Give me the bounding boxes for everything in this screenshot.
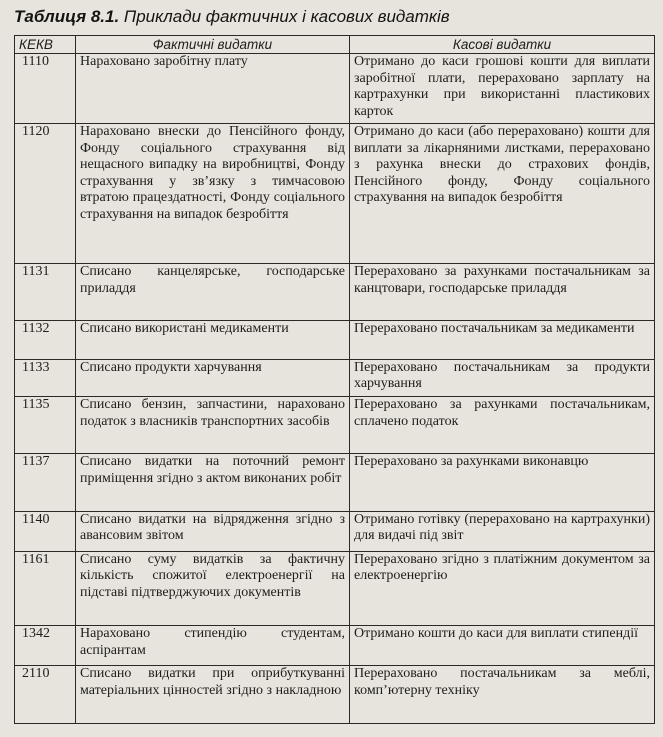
header-cash: Касові видатки xyxy=(350,36,655,54)
actual-cell: Списано канцелярське, господарське приладдя xyxy=(76,264,350,321)
table-row xyxy=(15,54,655,124)
code-cell: 1133 xyxy=(15,359,76,397)
cash-cell: Перераховано згідно з платіжним документом за електроенергію xyxy=(350,551,655,626)
code-cell: 1110 xyxy=(15,54,76,124)
expenses-table xyxy=(14,35,655,724)
cash-cell: Перераховано за рахунками виконавцю xyxy=(350,454,655,512)
actual-cell: Списано видатки на поточний ремонт приміщення згідно з актом виконаних робіт xyxy=(76,454,350,512)
table-row xyxy=(15,359,655,397)
actual-cell: Нараховано заробітну плату xyxy=(76,54,350,124)
table-row xyxy=(15,320,655,359)
code-cell: 1140 xyxy=(15,511,76,551)
table-row xyxy=(15,454,655,512)
table-row xyxy=(15,397,655,454)
table-caption xyxy=(14,4,654,32)
actual-cell: Списано суму видатків за фактичну кількість спожитої електроенергії на підставі підтверджуючих документів xyxy=(76,551,350,626)
cash-cell: Перераховано постачальникам за медикаменти xyxy=(350,320,655,359)
table-row xyxy=(15,124,655,264)
code-cell: 1135 xyxy=(15,397,76,454)
table-row xyxy=(15,551,655,626)
cash-cell: Отримано до каси грошові кошти для виплати заробітної плати, перераховано зарплату на картрахунки при використанні пластикових карток xyxy=(350,54,655,124)
code-cell: 1120 xyxy=(15,124,76,264)
cash-cell: Отримано кошти до каси для виплати стипендії xyxy=(350,626,655,666)
header-row xyxy=(15,36,655,54)
table-row xyxy=(15,666,655,724)
cash-cell: Перераховано за рахунками постачальникам за канцтовари, господарське приладдя xyxy=(350,264,655,321)
table-number: Таблиця 8.1. xyxy=(14,7,120,26)
header-actual: Фактичні видатки xyxy=(76,36,350,54)
code-cell: 2110 xyxy=(15,666,76,724)
actual-cell: Списано використані медикаменти xyxy=(76,320,350,359)
cash-cell: Отримано до каси (або перераховано) кошти для виплати за лікарняними листками, перераховано з рахунка внески до страхових фондів, Пенсійного фонду, Фонду соціального страхування на випадок безробіття xyxy=(350,124,655,264)
actual-cell: Нараховано внески до Пенсійного фонду, Фонду соціального страхування від нещасного випадку на виробництві, Фонду страхування у зв’язку з тимчасовою втратою працездатності, Фонду соціального страхування на випадок безробіття xyxy=(76,124,350,264)
actual-cell: Списано продукти харчування xyxy=(76,359,350,397)
code-cell: 1137 xyxy=(15,454,76,512)
table-title: Приклади фактичних і касових видатків xyxy=(123,7,450,26)
table-row xyxy=(15,626,655,666)
table-row xyxy=(15,511,655,551)
actual-cell: Списано видатки на відрядження згідно з авансовим звітом xyxy=(76,511,350,551)
cash-cell: Перераховано постачальникам за меблі, комп’ютерну техніку xyxy=(350,666,655,724)
table-row xyxy=(15,264,655,321)
code-cell: 1131 xyxy=(15,264,76,321)
code-cell: 1132 xyxy=(15,320,76,359)
cash-cell: Отримано готівку (перераховано на картрахунки) для видачі під звіт xyxy=(350,511,655,551)
code-cell: 1161 xyxy=(15,551,76,626)
code-cell: 1342 xyxy=(15,626,76,666)
actual-cell: Нараховано стипендію студентам, аспірантам xyxy=(76,626,350,666)
actual-cell: Списано бензин, запчастини, нараховано податок з власників транспортних засобів xyxy=(76,397,350,454)
header-code: КЕКВ xyxy=(15,36,76,54)
cash-cell: Перераховано за рахунками постачальникам, сплачено податок xyxy=(350,397,655,454)
cash-cell: Перераховано постачальникам за продукти харчування xyxy=(350,359,655,397)
actual-cell: Списано видатки при оприбуткуванні матеріальних цінностей згідно з накладною xyxy=(76,666,350,724)
